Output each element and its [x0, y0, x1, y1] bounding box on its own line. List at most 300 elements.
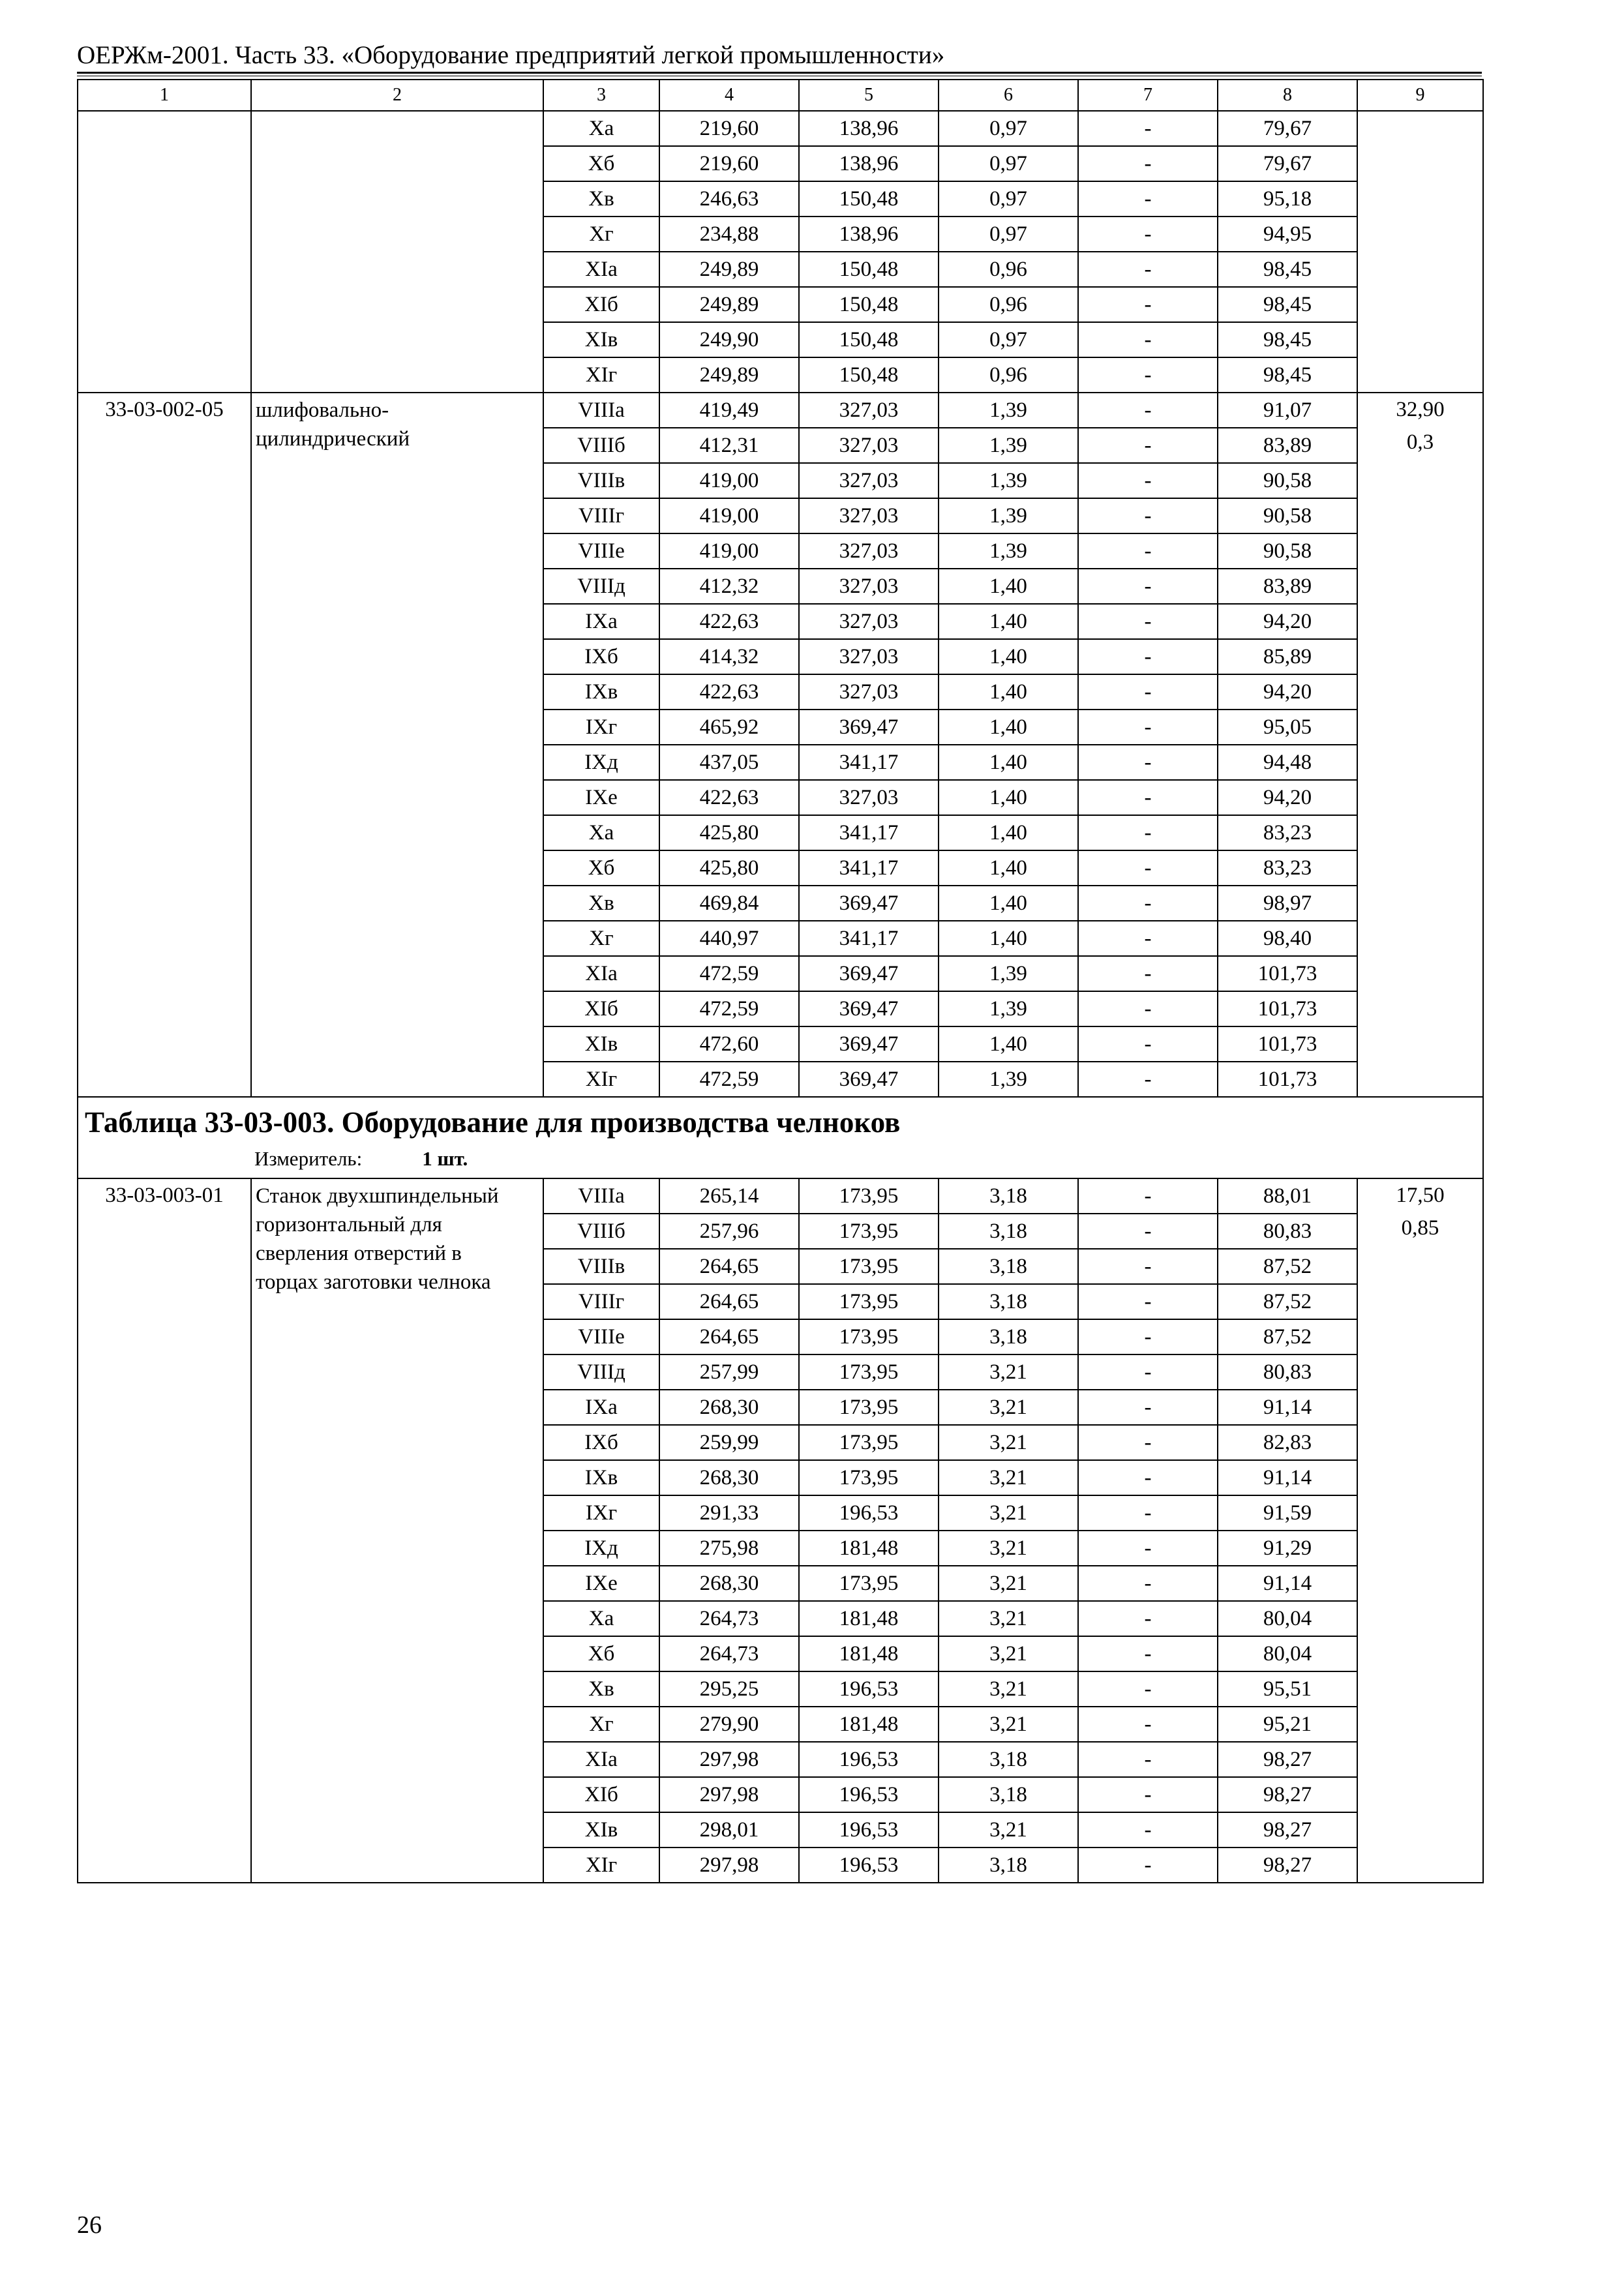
data-cell: Xa — [543, 1601, 659, 1636]
data-cell: 437,05 — [659, 745, 799, 780]
data-cell: 196,53 — [799, 1812, 939, 1848]
data-cell: 249,89 — [659, 287, 799, 322]
data-cell: 80,04 — [1218, 1601, 1357, 1636]
data-cell: 275,98 — [659, 1531, 799, 1566]
data-cell: 3,21 — [939, 1390, 1078, 1425]
data-cell: 3,21 — [939, 1460, 1078, 1495]
data-cell: 327,03 — [799, 428, 939, 463]
data-cell: 249,89 — [659, 252, 799, 287]
data-cell: 425,80 — [659, 815, 799, 850]
data-cell: 234,88 — [659, 217, 799, 252]
data-cell: - — [1078, 780, 1218, 815]
data-cell: 181,48 — [799, 1636, 939, 1671]
description-line: Станок двухшпиндельный — [256, 1184, 499, 1208]
column-number: 1 — [78, 80, 251, 111]
data-cell: VIIIa — [543, 1178, 659, 1214]
data-cell: 327,03 — [799, 780, 939, 815]
col9-value: 0,85 — [1401, 1216, 1439, 1240]
data-cell: Xб — [543, 850, 659, 886]
data-cell: IXe — [543, 780, 659, 815]
data-cell: 265,14 — [659, 1178, 799, 1214]
data-cell: - — [1078, 956, 1218, 991]
data-cell: - — [1078, 1777, 1218, 1812]
data-cell: 181,48 — [799, 1601, 939, 1636]
data-cell: - — [1078, 428, 1218, 463]
data-cell: 83,23 — [1218, 850, 1357, 886]
data-cell: Xa — [543, 815, 659, 850]
data-cell: - — [1078, 850, 1218, 886]
data-cell: 264,65 — [659, 1319, 799, 1354]
data-cell: 0,97 — [939, 322, 1078, 357]
data-cell: VIIIг — [543, 1284, 659, 1319]
data-cell: - — [1078, 1671, 1218, 1707]
data-cell: 341,17 — [799, 745, 939, 780]
data-cell: 1,39 — [939, 1062, 1078, 1097]
data-cell: 98,45 — [1218, 357, 1357, 393]
page-number: 26 — [77, 2211, 102, 2239]
data-cell: - — [1078, 886, 1218, 921]
data-cell: 369,47 — [799, 886, 939, 921]
data-cell: - — [1078, 1812, 1218, 1848]
data-cell: - — [1078, 991, 1218, 1026]
data-cell: 219,60 — [659, 111, 799, 146]
data-cell: 173,95 — [799, 1178, 939, 1214]
data-cell: 3,21 — [939, 1425, 1078, 1460]
data-cell: 3,21 — [939, 1671, 1078, 1707]
data-cell: - — [1078, 1848, 1218, 1883]
col9-value: 32,90 — [1396, 398, 1445, 421]
data-cell: XIб — [543, 1777, 659, 1812]
data-cell: - — [1078, 569, 1218, 604]
data-cell: 150,48 — [799, 322, 939, 357]
data-cell: IXд — [543, 745, 659, 780]
data-cell: 95,18 — [1218, 181, 1357, 217]
data-cell: 3,21 — [939, 1601, 1078, 1636]
data-cell: 138,96 — [799, 111, 939, 146]
data-cell: - — [1078, 217, 1218, 252]
data-cell: 82,83 — [1218, 1425, 1357, 1460]
data-cell: 412,31 — [659, 428, 799, 463]
data-cell: 150,48 — [799, 287, 939, 322]
data-cell: 98,27 — [1218, 1848, 1357, 1883]
data-cell: 98,45 — [1218, 322, 1357, 357]
data-cell: 3,21 — [939, 1566, 1078, 1601]
col9-value: 17,50 — [1396, 1184, 1445, 1207]
data-cell: IXв — [543, 674, 659, 710]
data-cell: XIг — [543, 1062, 659, 1097]
data-cell: IXб — [543, 639, 659, 674]
data-cell: 83,23 — [1218, 815, 1357, 850]
measure-value: 1 шт. — [422, 1147, 468, 1170]
data-cell: 1,40 — [939, 1026, 1078, 1062]
data-cell: 341,17 — [799, 921, 939, 956]
data-cell: 79,67 — [1218, 146, 1357, 181]
data-cell: Xв — [543, 181, 659, 217]
data-cell: 173,95 — [799, 1425, 939, 1460]
data-cell: 3,21 — [939, 1636, 1078, 1671]
data-cell: 173,95 — [799, 1566, 939, 1601]
data-cell: 472,60 — [659, 1026, 799, 1062]
data-cell: 94,20 — [1218, 780, 1357, 815]
data-cell: XIa — [543, 1742, 659, 1777]
data-cell: XIв — [543, 1812, 659, 1848]
data-cell: 91,29 — [1218, 1531, 1357, 1566]
data-cell: 0,96 — [939, 252, 1078, 287]
data-cell: VIIIe — [543, 533, 659, 569]
data-cell: - — [1078, 1214, 1218, 1249]
data-cell: 422,63 — [659, 604, 799, 639]
data-cell: 3,21 — [939, 1531, 1078, 1566]
data-cell: - — [1078, 1566, 1218, 1601]
column-number: 3 — [543, 80, 659, 111]
data-cell: 264,73 — [659, 1601, 799, 1636]
table-row — [78, 1178, 1483, 1214]
data-cell: - — [1078, 1742, 1218, 1777]
data-cell: 3,18 — [939, 1777, 1078, 1812]
data-cell: 1,40 — [939, 780, 1078, 815]
data-cell: - — [1078, 1636, 1218, 1671]
data-cell: 87,52 — [1218, 1319, 1357, 1354]
data-cell: 85,89 — [1218, 639, 1357, 674]
data-cell: 173,95 — [799, 1284, 939, 1319]
col9-value: 0,3 — [1406, 430, 1434, 454]
data-cell: 138,96 — [799, 146, 939, 181]
data-cell: 101,73 — [1218, 991, 1357, 1026]
measure-label: Измеритель: — [254, 1147, 363, 1170]
data-cell: 80,83 — [1218, 1214, 1357, 1249]
data-cell: 246,63 — [659, 181, 799, 217]
data-cell: - — [1078, 181, 1218, 217]
data-cell: 1,39 — [939, 428, 1078, 463]
data-cell: IXa — [543, 1390, 659, 1425]
data-cell: 327,03 — [799, 674, 939, 710]
data-cell: 419,00 — [659, 533, 799, 569]
data-cell: VIIIд — [543, 1354, 659, 1390]
data-cell: - — [1078, 1390, 1218, 1425]
data-cell: IXд — [543, 1531, 659, 1566]
data-cell: 3,18 — [939, 1319, 1078, 1354]
data-cell: 98,45 — [1218, 252, 1357, 287]
data-cell: 264,65 — [659, 1284, 799, 1319]
column-number: 7 — [1078, 80, 1218, 111]
data-cell: 219,60 — [659, 146, 799, 181]
data-cell: 3,18 — [939, 1742, 1078, 1777]
data-cell: 91,14 — [1218, 1390, 1357, 1425]
data-cell: IXe — [543, 1566, 659, 1601]
data-cell: Xг — [543, 1707, 659, 1742]
data-cell: - — [1078, 639, 1218, 674]
data-cell: 91,14 — [1218, 1566, 1357, 1601]
data-cell: 3,21 — [939, 1812, 1078, 1848]
data-cell: - — [1078, 498, 1218, 533]
data-cell: - — [1078, 111, 1218, 146]
data-cell: 291,33 — [659, 1495, 799, 1531]
data-cell: VIIIд — [543, 569, 659, 604]
data-cell: 425,80 — [659, 850, 799, 886]
data-cell: 79,67 — [1218, 111, 1357, 146]
data-cell: 98,97 — [1218, 886, 1357, 921]
data-cell: 90,58 — [1218, 533, 1357, 569]
data-cell: 98,27 — [1218, 1777, 1357, 1812]
data-cell: 83,89 — [1218, 428, 1357, 463]
data-cell: 80,83 — [1218, 1354, 1357, 1390]
data-cell: 3,21 — [939, 1707, 1078, 1742]
column-number: 5 — [799, 80, 939, 111]
section-title: Таблица 33-03-003. Оборудование для производства челноков — [85, 1106, 901, 1139]
data-cell: 327,03 — [799, 604, 939, 639]
column-number: 2 — [251, 80, 543, 111]
data-cell: 1,39 — [939, 498, 1078, 533]
data-cell: VIIIг — [543, 498, 659, 533]
column-number: 8 — [1218, 80, 1357, 111]
data-cell: - — [1078, 1460, 1218, 1495]
data-cell: - — [1078, 357, 1218, 393]
data-cell: - — [1078, 1026, 1218, 1062]
data-cell: 1,40 — [939, 674, 1078, 710]
data-cell: 101,73 — [1218, 1026, 1357, 1062]
data-cell: 419,00 — [659, 463, 799, 498]
data-cell: Xб — [543, 1636, 659, 1671]
item-description — [251, 1178, 543, 1883]
data-cell: 1,39 — [939, 991, 1078, 1026]
data-cell: 173,95 — [799, 1214, 939, 1249]
data-cell: 1,40 — [939, 921, 1078, 956]
data-cell: 0,97 — [939, 146, 1078, 181]
data-cell: 257,96 — [659, 1214, 799, 1249]
price-table — [77, 79, 1484, 1883]
data-cell: 327,03 — [799, 639, 939, 674]
data-cell: 150,48 — [799, 357, 939, 393]
data-cell: 469,84 — [659, 886, 799, 921]
data-cell: VIIIe — [543, 1319, 659, 1354]
data-cell: 295,25 — [659, 1671, 799, 1707]
data-cell: 257,99 — [659, 1354, 799, 1390]
data-cell: 95,51 — [1218, 1671, 1357, 1707]
data-cell: VIIIб — [543, 428, 659, 463]
item-code: 33-03-002-05 — [78, 393, 251, 1097]
description-line: цилиндрический — [256, 427, 410, 451]
data-cell: - — [1078, 1354, 1218, 1390]
data-cell: - — [1078, 1707, 1218, 1742]
data-cell: 173,95 — [799, 1390, 939, 1425]
data-cell: 98,45 — [1218, 287, 1357, 322]
data-cell: - — [1078, 674, 1218, 710]
data-cell: 94,20 — [1218, 604, 1357, 639]
data-cell: 94,48 — [1218, 745, 1357, 780]
data-cell: 98,27 — [1218, 1742, 1357, 1777]
data-cell: 1,40 — [939, 710, 1078, 745]
data-cell: 298,01 — [659, 1812, 799, 1848]
data-cell: 341,17 — [799, 815, 939, 850]
data-cell: 3,18 — [939, 1848, 1078, 1883]
data-cell: 297,98 — [659, 1742, 799, 1777]
data-cell: 3,18 — [939, 1178, 1078, 1214]
data-cell: 90,58 — [1218, 498, 1357, 533]
data-cell: 422,63 — [659, 674, 799, 710]
data-cell: 0,97 — [939, 181, 1078, 217]
data-cell: 1,39 — [939, 956, 1078, 991]
data-cell: 297,98 — [659, 1848, 799, 1883]
data-cell: IXб — [543, 1425, 659, 1460]
data-cell: 1,40 — [939, 639, 1078, 674]
data-cell: 412,32 — [659, 569, 799, 604]
data-cell: 80,04 — [1218, 1636, 1357, 1671]
data-cell: 95,21 — [1218, 1707, 1357, 1742]
data-cell: - — [1078, 146, 1218, 181]
data-cell: 369,47 — [799, 956, 939, 991]
data-cell: Xг — [543, 217, 659, 252]
data-cell: 3,18 — [939, 1249, 1078, 1284]
data-cell: 440,97 — [659, 921, 799, 956]
data-cell: 327,03 — [799, 569, 939, 604]
data-cell: - — [1078, 393, 1218, 428]
data-cell: 3,21 — [939, 1495, 1078, 1531]
data-cell: 173,95 — [799, 1319, 939, 1354]
section-header — [78, 1097, 1483, 1178]
data-cell: 150,48 — [799, 181, 939, 217]
data-cell: - — [1078, 1062, 1218, 1097]
data-cell: 1,40 — [939, 569, 1078, 604]
column-number: 4 — [659, 80, 799, 111]
data-cell: 196,53 — [799, 1742, 939, 1777]
data-cell: - — [1078, 1531, 1218, 1566]
data-cell: - — [1078, 1284, 1218, 1319]
data-cell: 1,40 — [939, 604, 1078, 639]
data-cell: Xб — [543, 146, 659, 181]
data-cell: 279,90 — [659, 1707, 799, 1742]
data-cell: 369,47 — [799, 991, 939, 1026]
data-cell: 87,52 — [1218, 1249, 1357, 1284]
data-cell: 369,47 — [799, 1062, 939, 1097]
data-cell: 0,97 — [939, 111, 1078, 146]
data-cell: 472,59 — [659, 956, 799, 991]
data-cell: 91,07 — [1218, 393, 1357, 428]
data-cell: Xa — [543, 111, 659, 146]
data-cell: XIa — [543, 956, 659, 991]
data-cell: 369,47 — [799, 710, 939, 745]
section-header-row — [78, 1097, 1483, 1178]
data-cell: 268,30 — [659, 1566, 799, 1601]
data-cell: 297,98 — [659, 1777, 799, 1812]
data-cell: 101,73 — [1218, 1062, 1357, 1097]
data-cell: - — [1078, 921, 1218, 956]
data-cell: 196,53 — [799, 1671, 939, 1707]
data-cell: XIг — [543, 1848, 659, 1883]
data-cell: - — [1078, 463, 1218, 498]
data-cell: 101,73 — [1218, 956, 1357, 991]
header-rule — [77, 72, 1482, 74]
data-cell: 327,03 — [799, 498, 939, 533]
data-cell: 181,48 — [799, 1707, 939, 1742]
data-cell: 173,95 — [799, 1249, 939, 1284]
data-cell: 91,59 — [1218, 1495, 1357, 1531]
data-cell: 0,97 — [939, 217, 1078, 252]
data-cell: 181,48 — [799, 1531, 939, 1566]
table-row — [78, 393, 1483, 428]
data-cell: 264,65 — [659, 1249, 799, 1284]
data-cell: Xг — [543, 921, 659, 956]
data-cell: 419,49 — [659, 393, 799, 428]
data-cell: 173,95 — [799, 1460, 939, 1495]
data-cell: 3,18 — [939, 1284, 1078, 1319]
data-cell: 0,96 — [939, 287, 1078, 322]
data-cell: - — [1078, 322, 1218, 357]
description-line: торцах заготовки челнока — [256, 1270, 491, 1294]
code-cell-empty — [78, 111, 251, 393]
description-line: горизонтальный для — [256, 1213, 442, 1236]
data-cell: 1,40 — [939, 815, 1078, 850]
data-cell: - — [1078, 1178, 1218, 1214]
data-cell: 472,59 — [659, 991, 799, 1026]
page-header: ОЕРЖм-2001. Часть 33. «Оборудование предприятий легкой промышленности» — [77, 41, 945, 69]
item-code: 33-03-003-01 — [78, 1178, 251, 1883]
data-cell: VIIIв — [543, 1249, 659, 1284]
data-cell: - — [1078, 287, 1218, 322]
data-cell: 91,14 — [1218, 1460, 1357, 1495]
data-cell: 268,30 — [659, 1390, 799, 1425]
data-cell: - — [1078, 815, 1218, 850]
data-cell: 98,27 — [1218, 1812, 1357, 1848]
data-cell: 369,47 — [799, 1026, 939, 1062]
data-cell: 1,40 — [939, 850, 1078, 886]
data-cell: 98,40 — [1218, 921, 1357, 956]
data-cell: XIв — [543, 322, 659, 357]
data-cell: VIIIб — [543, 1214, 659, 1249]
data-cell: - — [1078, 604, 1218, 639]
data-cell: 87,52 — [1218, 1284, 1357, 1319]
data-cell: - — [1078, 1601, 1218, 1636]
data-cell: 150,48 — [799, 252, 939, 287]
data-cell: 1,40 — [939, 886, 1078, 921]
data-cell: 138,96 — [799, 217, 939, 252]
data-cell: 249,89 — [659, 357, 799, 393]
data-cell: 1,39 — [939, 533, 1078, 569]
data-cell: 196,53 — [799, 1848, 939, 1883]
data-cell: 94,95 — [1218, 217, 1357, 252]
data-cell: 327,03 — [799, 463, 939, 498]
item-description — [251, 393, 543, 1097]
data-cell: 341,17 — [799, 850, 939, 886]
data-cell: VIIIв — [543, 463, 659, 498]
table-row — [78, 111, 1483, 146]
data-cell: IXг — [543, 1495, 659, 1531]
data-cell: XIб — [543, 287, 659, 322]
data-cell: Xв — [543, 1671, 659, 1707]
data-cell: XIб — [543, 991, 659, 1026]
data-cell: 1,39 — [939, 463, 1078, 498]
description-line: сверления отверстий в — [256, 1242, 462, 1265]
data-cell: 196,53 — [799, 1777, 939, 1812]
data-cell: XIв — [543, 1026, 659, 1062]
data-cell: 3,21 — [939, 1354, 1078, 1390]
col9-values — [1357, 393, 1483, 1097]
data-cell: IXa — [543, 604, 659, 639]
data-cell: 472,59 — [659, 1062, 799, 1097]
data-cell: 465,92 — [659, 710, 799, 745]
column-number: 9 — [1357, 80, 1483, 111]
data-cell: Xв — [543, 886, 659, 921]
data-cell: 268,30 — [659, 1460, 799, 1495]
data-cell: 0,96 — [939, 357, 1078, 393]
data-cell: 3,18 — [939, 1214, 1078, 1249]
column-number: 6 — [939, 80, 1078, 111]
data-cell: - — [1078, 533, 1218, 569]
data-cell: - — [1078, 1495, 1218, 1531]
col9-cell-empty — [1357, 111, 1483, 393]
data-cell: 173,95 — [799, 1354, 939, 1390]
data-cell: IXг — [543, 710, 659, 745]
data-cell: 264,73 — [659, 1636, 799, 1671]
